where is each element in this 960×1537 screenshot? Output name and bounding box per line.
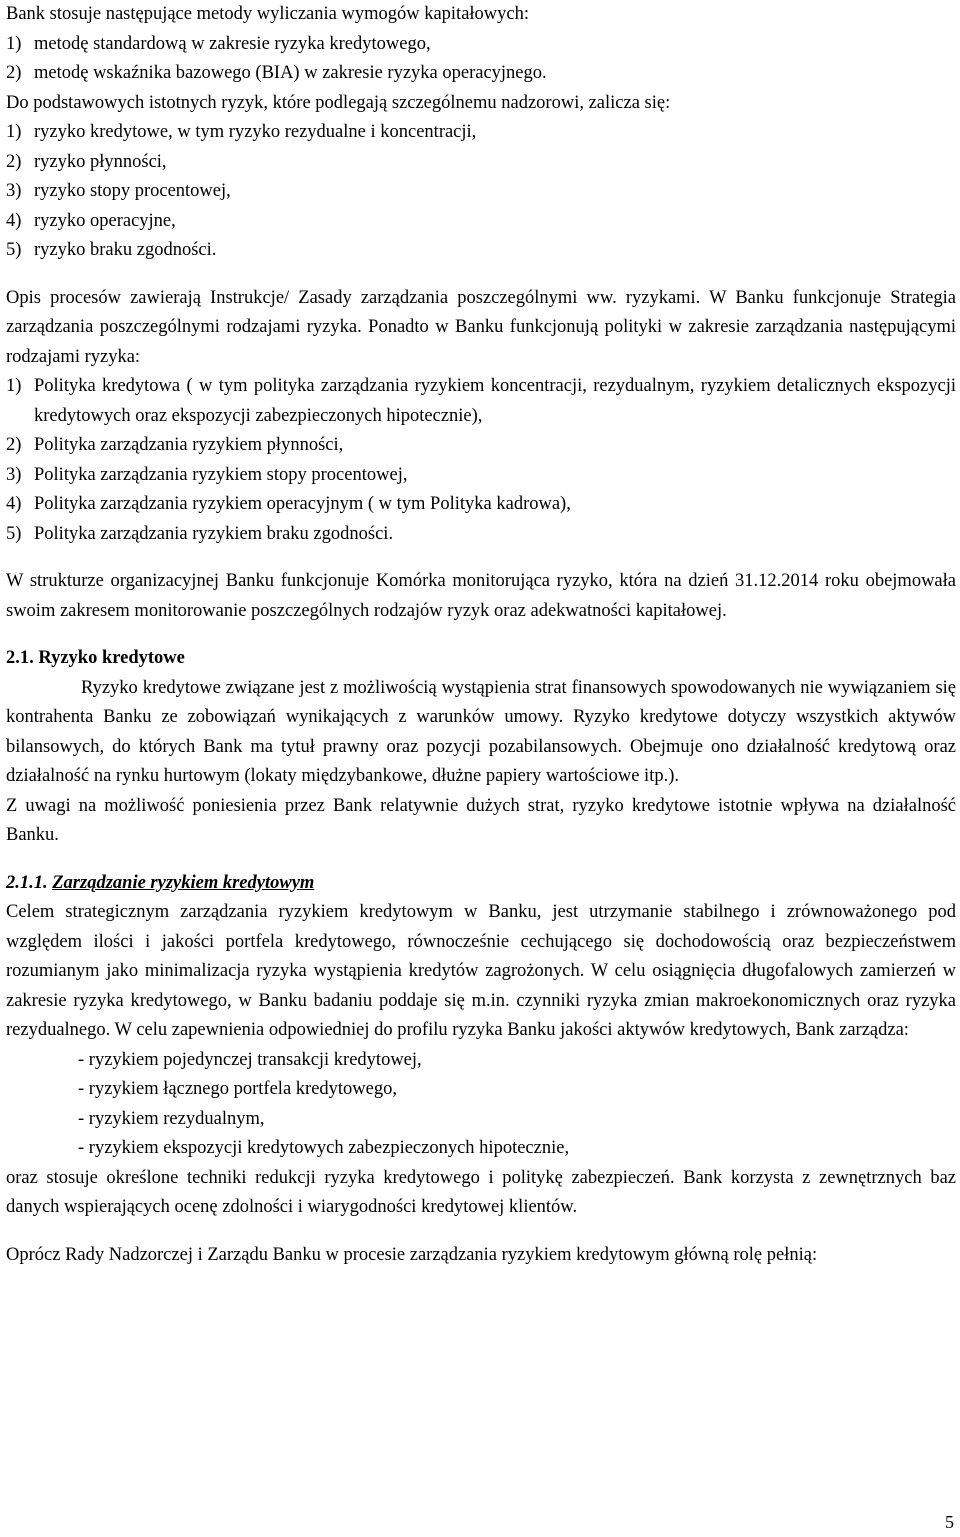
list-item: - ryzykiem pojedynczej transakcji kredytowej, [78, 1049, 422, 1070]
processes-section [6, 284, 956, 550]
list-item: 5) Polityka zarządzania ryzykiem braku zgodności. [6, 523, 394, 544]
list-item: 2) Polityka zarządzania ryzykiem płynności, [6, 435, 344, 455]
spacer [6, 851, 956, 869]
roles-paragraph: Oprócz Rady Nadzorczej i Zarządu Banku w procesie zarządzania ryzykiem kredytowym główną rolę pełnią: [6, 1244, 818, 1265]
spacer [6, 549, 956, 567]
risks-list [6, 118, 956, 266]
list-item: - ryzykiem rezydualnym, [78, 1108, 265, 1129]
subsection-heading [6, 869, 956, 899]
list-item: 4) ryzyko operacyjne, [6, 210, 176, 231]
credit-risk-paragraph-2: Z uwagi na możliwość poniesienia przez Bank relatywnie dużych strat, ryzyko kredytowe istotnie wpływa na działalność Banku. [6, 795, 956, 845]
subsection-title: Zarządzanie ryzykiem kredytowym [52, 872, 315, 893]
techniques-paragraph: oraz stosuje określone techniki redukcji ryzyka kredytowego i politykę zabezpieczeń. Bank korzysta z zewnętrznych baz danych wspierających ocenę zdolności i wiarygodności kredytowej klientów. [6, 1167, 956, 1217]
list-item: 1) Polityka kredytowa ( w tym polityka zarządzania ryzykiem koncentracji, rezydualnym, ryzykiem detalicznych ekspozycji kredytowych oraz ekspozycji zabezpieczonych hipotecznie), [6, 376, 956, 426]
list-item: 2) metodę wskaźnika bazowego (BIA) w zakresie ryzyka operacyjnego. [6, 63, 547, 83]
list-item: 3) ryzyko stopy procentowej, [6, 181, 231, 201]
list-item: 1) metodę standardową w zakresie ryzyka kredytowego, [6, 33, 431, 54]
dash-list [6, 1046, 956, 1164]
section-heading [6, 644, 956, 674]
methods-intro: Bank stosuje następujące metody wyliczania wymogów kapitałowych: [6, 4, 530, 24]
risks-intro: Do podstawowych istotnych ryzyk, które podlegają szczególnemu nadzorowi, zalicza się: [6, 92, 671, 113]
credit-risk-paragraph: Ryzyko kredytowe związane jest z możliwością wystąpienia strat finansowych spowodowanych nie wywiązaniem się kontrahenta Banku ze zobowiązań wynikających z warunków umowy. Ryzyko kredytowe dotyczy wszystkich aktywów bilansowych, do których Bank ma tytuł prawny oraz pozycji pozabilansowych. Obejmuje ono działalność kredytową oraz działalność na rynku hurtowym (lokaty międzybankowe, dłużne papiery wartościowe itp.). [6, 677, 956, 786]
spacer [6, 1223, 956, 1241]
methods-list [6, 30, 956, 89]
section-number: 2.1. [6, 648, 34, 668]
credit-risk-section [6, 644, 956, 851]
list-item: 1) ryzyko kredytowe, w tym ryzyko rezydualne i koncentracji, [6, 122, 477, 142]
management-paragraph: Celem strategicznym zarządzania ryzykiem kredytowym w Banku, jest utrzymanie stabilnego i zrównoważonego pod względem ilości i jakości portfela kredytowego, równocześnie cechującego się dochodowością oraz bezpieczeństwem rozumianym jako minimalizacja ryzyka wystąpienia kredytów zagrożonych. W celu osiągnięcia długofalowych zamierzeń w zakresie ryzyka kredytowego, w Banku badaniu poddaje się m.in. czynniki ryzyka zmian makroekonomicznych oraz ryzyka rezydualnego. W celu zapewnienia odpowiedniej do profilu ryzyka Banku jakości aktywów kredytowych, Bank zarządza: [6, 902, 956, 1040]
list-item: 4) Polityka zarządzania ryzykiem operacyjnym ( w tym Polityka kadrowa), [6, 494, 571, 514]
section-title: Ryzyko kredytowe [38, 648, 185, 668]
subsection-number: 2.1.1. [6, 872, 48, 893]
list-item: 5) ryzyko braku zgodności. [6, 240, 217, 260]
document-page [6, 0, 956, 1270]
list-item: 3) Polityka zarządzania ryzykiem stopy procentowej, [6, 464, 408, 485]
methods-section [6, 0, 956, 89]
spacer [6, 626, 956, 644]
list-item: - ryzykiem ekspozycji kredytowych zabezpieczonych hipotecznie, [78, 1138, 570, 1158]
page-number: 5 [945, 1511, 954, 1532]
spacer [6, 266, 956, 284]
list-item: 2) ryzyko płynności, [6, 151, 167, 172]
policies-list [6, 372, 956, 549]
list-item: - ryzykiem łącznego portfela kredytowego, [78, 1079, 397, 1099]
processes-paragraph: Opis procesów zawierają Instrukcje/ Zasady zarządzania poszczególnymi ww. ryzykami. W Banku funkcjonuje Strategia zarządzania poszczególnymi rodzajami ryzyka. Ponadto w Banku funkcjonują polityki w zakresie zarządzania następującymi rodzajami ryzyka: [6, 287, 956, 367]
structure-paragraph: W strukturze organizacyjnej Banku funkcjonuje Komórka monitorująca ryzyko, która na dzień 31.12.2014 roku obejmowała swoim zakresem monitorowanie poszczególnych rodzajów ryzyk oraz adekwatności kapitałowej. [6, 571, 956, 621]
risks-section [6, 89, 956, 266]
credit-risk-management-section [6, 869, 956, 1271]
